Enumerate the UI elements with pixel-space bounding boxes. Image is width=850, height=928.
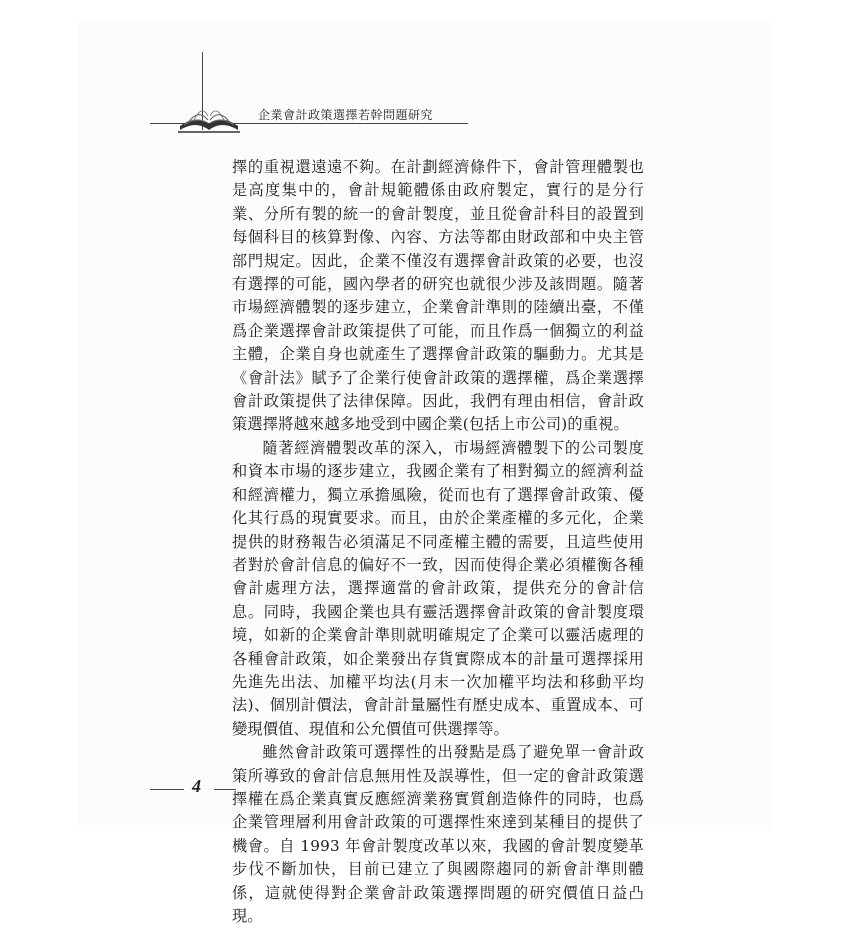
paragraph-continued: 擇的重視還遠遠不夠。在計劃經濟條件下，會計管理體製也是高度集中的，會計規範體係由政府製定，實行的是分行業、分所有製的統一的會計製度，並且從會計科目的設置到每個科目的核算對像、內容、方法等都由財政部和中央主管部門規定。因此，企業不僅沒有選擇會計政策的必要，也沒有選擇的可能，國內學者的研究也就很少涉及該問題。隨著市場經濟體製的逐步建立，企業會計準則的陸續出臺，不僅爲企業選擇會計政策提供了可能，而且作爲一個獨立的利益主體，企業自身也就產生了選擇會計政策的驅動力。尤其是《會計法》賦予了企業行使會計政策的選擇權，爲企業選擇會計政策提供了法律保障。因此，我們有理由相信，會計政策選擇將越來越多地受到中國企業(包括上市公司)的重視。 — [232, 158, 644, 434]
body-text — [232, 156, 644, 928]
paragraph: 隨著經濟體製改革的深入，市場經濟體製下的公司製度和資本市場的逐步建立，我國企業有了相對獨立的經濟利益和經濟權力，獨立承擔風險，從而也有了選擇會計政策、優化其行爲的現實要求。而且，由於企業產權的多元化，企業提供的財務報告必須滿足不同產權主體的需要，且這些使用者對於會計信息的偏好不一致，因而使得企業必須權衡各種會計處理方法，選擇適當的會計政策，提供充分的會計信息。同時，我國企業也具有靈活選擇會計政策的會計製度環境，如新的企業會計準則就明確規定了企業可以靈活處理的各種會計政策，如企業發出存貨實際成本的計量可選擇採用先進先出法、加權平均法(月末一次加權平均法和移動平均法)、個別計價法，會計計量屬性有歷史成本、重置成本、可變現價值、現值和公允價值可供選擇等。 — [232, 438, 644, 738]
footer-rule-left — [150, 789, 184, 790]
page-number: 4 — [192, 776, 201, 796]
open-book-icon — [176, 96, 242, 136]
paragraph: 雖然會計政策可選擇性的出發點是爲了避免單一會計政策所導致的會計信息無用性及誤導性，但一定的會計政策選擇權在爲企業真實反應經濟業務實質創造條件的同時，也爲企業管理層利用會計政策的可選擇性來達到某種目的提供了機會。自 1993 年會計製度改革以來，我國的會計製度變革步伐不斷加快，目前已建立了與國際趨同的新會計準則體係，這就使得對企業會計政策選擇問題的研究價值日益凸現。 — [232, 743, 644, 925]
footer-rule-right — [214, 789, 236, 790]
running-head-title: 企業會計政策選擇若幹問題研究 — [258, 108, 434, 122]
